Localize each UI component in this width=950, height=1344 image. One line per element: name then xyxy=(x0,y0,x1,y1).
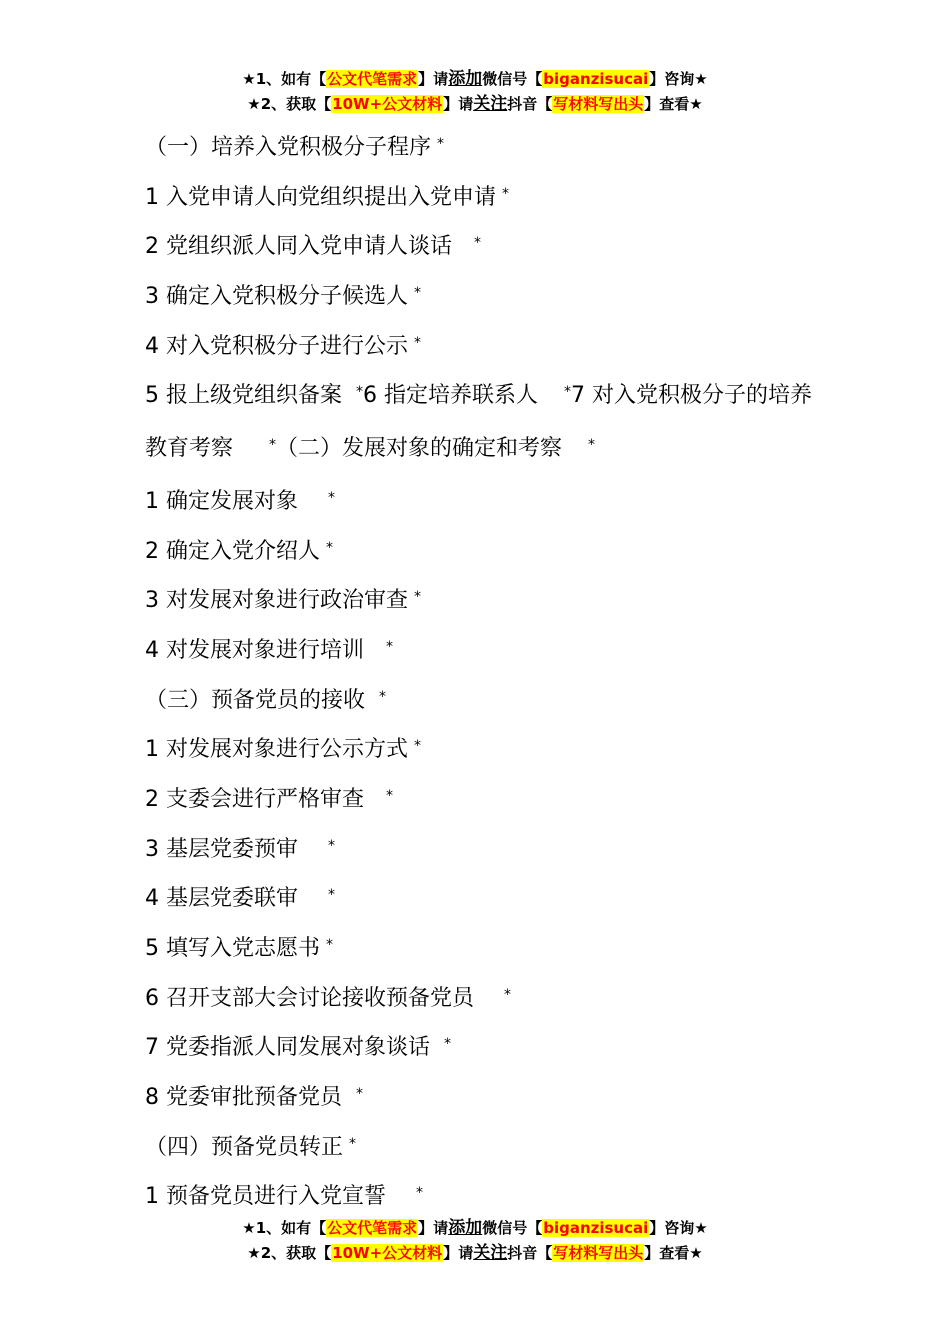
list-item: 1 入党申请人向党组织提出入党申请 * xyxy=(145,184,509,210)
banner-text: 】请 xyxy=(418,70,449,88)
banner-text: 】咨询★ xyxy=(649,70,708,88)
list-item: 6 召开支部大会讨论接收预备党员 * xyxy=(145,985,511,1011)
banner-underline: 添加 xyxy=(448,1218,483,1238)
banner-underline: 关注 xyxy=(473,1243,508,1263)
banner-highlight: biganzisucai xyxy=(543,70,649,88)
star-mark: * xyxy=(269,437,277,454)
list-item: 2 确定入党介绍人 * xyxy=(145,538,333,564)
list-item: 5 填写入党志愿书 * xyxy=(145,936,333,962)
section-heading-3: （三）预备党员的接收 * xyxy=(145,687,387,713)
list-item: 8 党委审批预备党员 * xyxy=(145,1085,363,1111)
list-item: 4 对发展对象进行培训 * xyxy=(145,637,393,663)
list-item: 1 确定发展对象 * xyxy=(145,488,335,514)
star-mark: * xyxy=(437,136,445,152)
star-mark: * xyxy=(414,334,421,351)
banner-highlight: 10W+公文材料 xyxy=(332,95,443,113)
star-mark: * xyxy=(328,887,335,904)
document-body xyxy=(145,120,825,1219)
list-item: 7 党委指派人同发展对象谈话 * xyxy=(145,1035,451,1061)
section-heading-2: （二）发展对象的确定和考察 xyxy=(276,436,563,462)
banner-text: 】请 xyxy=(443,95,474,113)
footer-banner xyxy=(0,1216,950,1266)
star-mark: * xyxy=(349,1135,357,1152)
banner-line-2 xyxy=(0,92,950,117)
list-item: 3 基层党委预审 * xyxy=(145,836,335,862)
banner-highlight: 10W+公文材料 xyxy=(332,1244,443,1262)
star-mark: * xyxy=(326,937,333,954)
star-mark: * xyxy=(386,638,393,655)
star-mark: * xyxy=(326,539,333,556)
banner-text: 抖音【 xyxy=(507,1244,553,1262)
list-item: 3 确定入党积极分子候选人 * xyxy=(145,284,421,310)
list-item: 2 党组织派人同入党申请人谈话 * xyxy=(145,234,481,260)
list-item: 2 支委会进行严格审查 * xyxy=(145,786,393,812)
star-mark: * xyxy=(379,688,387,705)
star-mark: * xyxy=(588,437,596,454)
list-item: 4 对入党积极分子进行公示 * xyxy=(145,333,421,359)
banner-text: 】咨询★ xyxy=(649,1219,708,1237)
banner-line-2 xyxy=(0,1241,950,1266)
banner-highlight: 写材料写出头 xyxy=(553,1244,644,1262)
list-item: 4 基层党委联审 * xyxy=(145,886,335,912)
list-item: 3 对发展对象进行政治审查 * xyxy=(145,588,421,614)
banner-text: ★2、获取【 xyxy=(247,1244,332,1262)
banner-text: 抖音【 xyxy=(507,95,553,113)
star-mark: * xyxy=(328,837,335,854)
section-heading-4: （四）预备党员转正 * xyxy=(145,1134,357,1160)
banner-text: 】查看★ xyxy=(644,95,703,113)
banner-text: ★2、获取【 xyxy=(247,95,332,113)
banner-line-1 xyxy=(0,67,950,92)
banner-highlight: 公文代笔需求 xyxy=(327,70,418,88)
banner-highlight: 写材料写出头 xyxy=(553,95,644,113)
star-mark: * xyxy=(328,489,335,506)
banner-text: 】查看★ xyxy=(644,1244,703,1262)
star-mark: * xyxy=(416,1185,423,1202)
star-mark: * xyxy=(502,185,509,202)
banner-underline: 添加 xyxy=(448,69,483,89)
star-mark: * xyxy=(414,589,421,606)
header-banner xyxy=(0,67,950,117)
banner-text: 】请 xyxy=(443,1244,474,1262)
banner-text: ★1、如有【 xyxy=(242,1219,327,1237)
banner-text: 微信号【 xyxy=(482,1219,543,1237)
banner-line-1 xyxy=(0,1216,950,1241)
star-mark: * xyxy=(474,235,481,252)
star-mark: * xyxy=(504,986,511,1003)
star-mark: * xyxy=(444,1036,451,1053)
list-item: 1 对发展对象进行公示方式 * xyxy=(145,737,421,763)
star-mark: * xyxy=(356,1086,363,1103)
star-mark: * xyxy=(564,384,571,401)
banner-highlight: 公文代笔需求 xyxy=(327,1219,418,1237)
star-mark: * xyxy=(414,738,421,755)
banner-text: ★1、如有【 xyxy=(242,70,327,88)
star-mark: * xyxy=(356,384,363,401)
banner-text: 】请 xyxy=(418,1219,449,1237)
list-item-merged: 5 报上级党组织备案 *6 指定培养联系人 *7 对入党积极分子的培养教育考察 *（二）发展对象的确定和考察 * xyxy=(145,383,812,462)
star-mark: * xyxy=(386,787,393,804)
banner-highlight: biganzisucai xyxy=(543,1219,649,1237)
banner-underline: 关注 xyxy=(473,94,508,114)
list-item: 1 预备党员进行入党宣誓 * xyxy=(145,1184,423,1210)
star-mark: * xyxy=(414,285,421,302)
banner-text: 微信号【 xyxy=(482,70,543,88)
section-heading-1: （一）培养入党积极分子程序 * xyxy=(145,135,445,160)
